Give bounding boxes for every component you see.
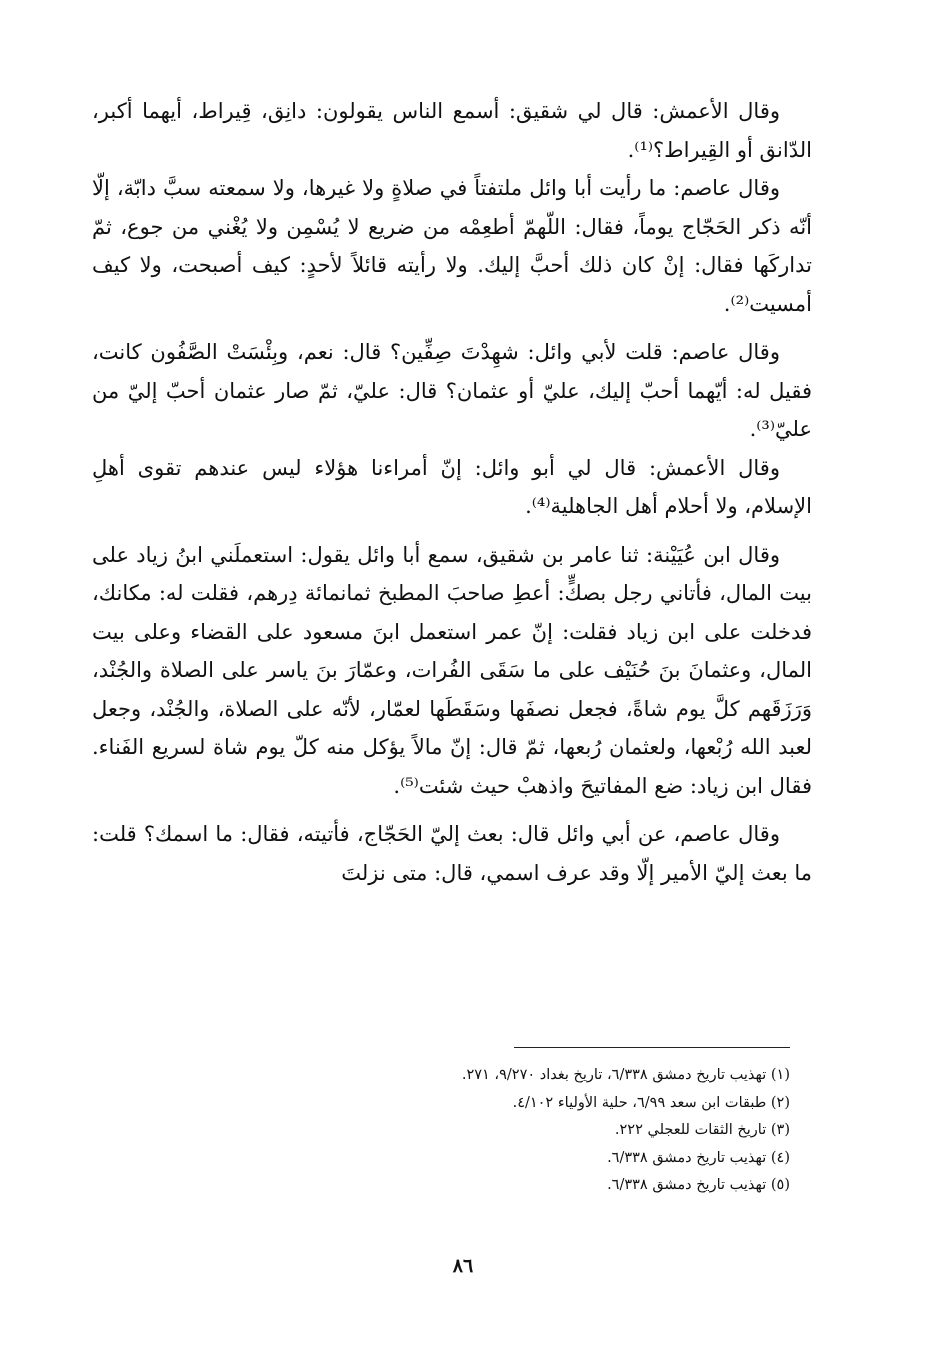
paragraph-3: وقال عاصم: قلت لأبي وائل: شهِدْتَ صِفِّين؟ قال: نعم، وبِئْسَتْ الصَّفُون كانت، فقيل له: أيّهما أحبّ إليك، عليّ أو عثمان؟ قال: عليّ، ثمّ صار عثمان أحبّ إليّ من عليّ⁽³⁾. — [92, 340, 812, 441]
paragraph-4: وقال الأعمش: قال لي أبو وائل: إنّ أمراءنا هؤلاء ليس عندهم تقوى أهلِ الإسلام، ولا أحلام أهل الجاهلية⁽⁴⁾. — [92, 455, 812, 518]
footnotes — [92, 1062, 790, 1200]
paragraph-5: وقال ابن عُيَيْنة: ثنا عامر بن شقيق، سمع أبا وائل يقول: استعملَني ابنُ زياد على بيت المال، فأتاني رجل بصكٍّ: أعطِ صاحبَ المطبخ ثمانمائة دِرهم، فقلت له: مكانك، فدخلت على ابن زياد فقلت: إنّ عمر استعمل ابنَ مسعود على القضاء وعلى بيت المال، وعثمانَ بنَ حُنَيْف على ما سَقَى الفُرات، وعمّارَ بنَ ياسر على الصلاة والجُنْد، وَرَزَقَهم كلَّ يوم شاةً، فجعل نصفَها وسَقَطَها لعمّار، لأنّه على الصلاة، والجُنْد، وجعل لعبد الله رُبْعها، ولعثمان رُبعها، ثمّ قال: إنّ مالاً يؤكل منه كلّ يوم شاة لسريع الفَناء. فقال ابن زياد: ضع المفاتيحَ واذهبْ حيث شئت⁽⁵⁾. — [92, 542, 812, 798]
footnote-3: (٣) تاريخ الثقات للعجلي ٢٢٢. — [614, 1122, 790, 1138]
paragraph-1: وقال الأعمش: قال لي شقيق: أسمع الناس يقولون: دانِق، قِيراط، أيهما أكبر، الدّانق أو القِيراط؟⁽¹⁾. — [92, 99, 812, 162]
footnote-2: (٢) طبقات ابن سعد ٦/٩٩، حلية الأولياء ٤/١٠٢. — [512, 1094, 790, 1111]
paragraph-6: وقال عاصم، عن أبي وائل قال: بعث إليّ الحَجّاج، فأتيته، فقال: ما اسمك؟ قلت: ما بعث إليّ الأمير إلّا وقد عرف اسمي، قال: متى نزلتَ — [92, 822, 812, 885]
footnote-1: (١) تهذيب تاريخ دمشق ٦/٣٣٨، تاريخ بغداد ٩/٢٧٠، ٢٧١. — [461, 1067, 790, 1083]
main-text — [92, 92, 812, 892]
footnote-4: (٤) تهذيب تاريخ دمشق ٦/٣٣٨. — [607, 1149, 790, 1166]
paragraph-2: وقال عاصم: ما رأيت أبا وائل ملتفتاً في صلاةٍ ولا غيرها، ولا سمعته سبَّ دابّة، إلّا أنّه ذكر الحَجّاج يوماً، فقال: اللّهمّ أطعِمْه من ضريع لا يُسْمِن ولا يُغْني من جوع، ثمّ تداركَها فقال: إنْ كان ذلك أحبَّ إليك. ولا رأيته قائلاً لأحدٍ: كيف أصبحت، ولا كيف أمسيت⁽²⁾. — [92, 176, 812, 316]
footnote-divider — [514, 1047, 790, 1048]
page-number: ٨٦ — [452, 1255, 474, 1277]
footnote-5: (٥) تهذيب تاريخ دمشق ٦/٣٣٨. — [607, 1177, 790, 1193]
